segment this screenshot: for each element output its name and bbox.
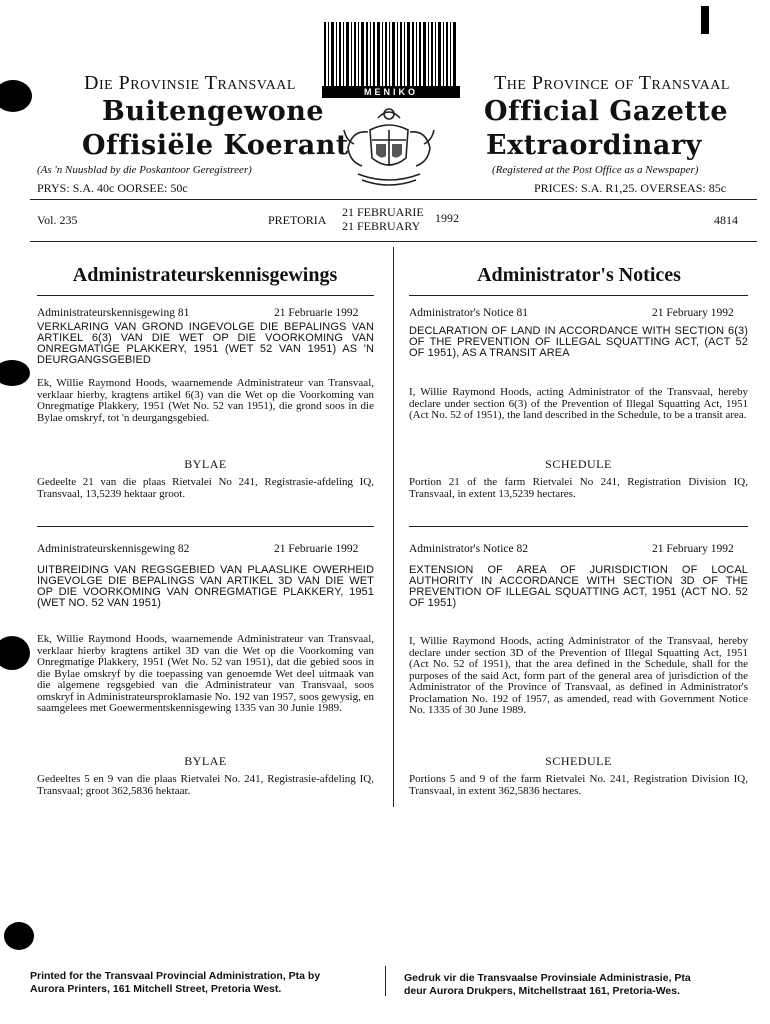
notice-82-en-date: 21 February 1992 (652, 543, 734, 555)
notice-81-af-date: 21 Februarie 1992 (274, 307, 359, 319)
punch-hole-top (0, 80, 32, 112)
date-english: 21 FEBRUARY (342, 219, 421, 233)
place-of-publication: PRETORIA (268, 213, 327, 227)
coat-of-arms-icon (340, 100, 438, 190)
notice-81-en-body: I, Willie Raymond Hoods, acting Administrator of the Transvaal, hereby declare under section 6(3) of the Prevention of Illegal Squatting Act, 1951 (Act No. 52 of 1951), the land described in the Schedule, to be a transit area. (409, 386, 748, 421)
notice-81-en-schedule-label: SCHEDULE (545, 457, 612, 471)
province-title-english: The Province of Transvaal (494, 72, 730, 94)
column-title-english: Administrator's Notices (477, 264, 681, 286)
column-title-afrikaans: Administrateurskennisgewings (72, 264, 338, 286)
footer-divider (385, 966, 386, 996)
meta-rule (30, 241, 757, 242)
notice-81-af-number: Administrateurskennisgewing 81 (37, 307, 190, 319)
registration-note-english: (Registered at the Post Office as a Newspaper) (492, 164, 699, 176)
barcode (322, 22, 460, 100)
date-afrikaans: 21 FEBRUARIE (342, 205, 424, 219)
printer-imprint-english-line1: Printed for the Transvaal Provincial Administration, Pta by (30, 970, 321, 982)
notice-82-af-title: UITBREIDING VAN REGSGEBIED VAN PLAASLIKE OWERHEID INGEVOLGE DIE BEPALINGS VAN ARTIKEL 3D VAN DIE WET OP DIE VOORKOMING VAN ONREGMATIGE PLAKKERY, 1951 (WET NO. 52 VAN 1951) (37, 564, 374, 609)
notice-82-en-schedule: Portions 5 and 9 of the farm Rietvalei No. 241, Registration Division IQ, Transvaal, in extent 362,5836 hectares. (409, 773, 748, 797)
notice-81-en-schedule: Portion 21 of the farm Rietvalei No 241, Registration Division IQ, Transvaal, in extent 13,5239 hectares. (409, 476, 748, 500)
printer-imprint-english (30, 970, 380, 996)
column-divider (393, 247, 394, 807)
barcode-label: MENIKO (364, 87, 418, 97)
year: 1992 (435, 211, 459, 225)
gazette-title-english-line1: Official Gazette (484, 96, 729, 127)
gazette-title-english-line2: Extraordinary (486, 130, 702, 161)
notice-81-af-schedule: Gedeelte 21 van die plaas Rietvalei No 241, Registrasie-afdeling IQ, Transvaal, 13,5239 hektaar groot. (37, 476, 374, 500)
notice-81-af-schedule-label: BYLAE (184, 457, 227, 471)
gazette-number: 4814 (714, 213, 738, 227)
notice-82-en-body: I, Willie Raymond Hoods, acting Administrator of the Transvaal, hereby declare under section 3D of the Prevention of Illegal Squatting Act, 1951 (Act No. 52 of 1951), that the area defined in the Schedule, shall for the purposes of the said Act, form part of the general area of jurisdiction of the Administrator of the Province of Transvaal, as defined in Administrator's Proclamation No. 192 of 1957, as amended, read with Government Notice No. 1335 of 30 June 1989. (409, 635, 748, 716)
punch-hole-lower (0, 636, 30, 670)
prices-english: PRICES: S.A. R1,25. OVERSEAS: 85c (534, 181, 727, 195)
notice-81-en-number: Administrator's Notice 81 (409, 307, 528, 319)
punch-hole-bottom (4, 922, 34, 950)
notice-82-af-schedule: Gedeeltes 5 en 9 van die plaas Rietvalei No. 241, Registrasie-afdeling IQ, Transvaal; groot 362,5836 hektaar. (37, 773, 374, 797)
notice-81-af-body: Ek, Willie Raymond Hoods, waarnemende Administrateur van Transvaal, verklaar hierby, kragtens artikel 6(3) van die Wet op die Voorkoming van Onregmatige Plakkery, 1951 (Wet No. 52 van 1951), die grond soos in die Bylae omskryf, tot 'n deurgangsgebied. (37, 377, 374, 424)
punch-hole-middle (0, 360, 30, 386)
printer-imprint-afrikaans-line2: deur Aurora Drukpers, Mitchellstraat 161, Pretoria-Wes. (404, 985, 681, 997)
registration-note-afrikaans: (As 'n Nuusblad by die Poskantoor Geregistreer) (37, 164, 252, 176)
notice-82-af-schedule-label: BYLAE (184, 754, 227, 768)
notice-82-af-body: Ek, Willie Raymond Hoods, waarnemende Administrateur van Transvaal, verklaar hierby kragtens artikel 3D van die Wet op die Voorkoming van Onregmatige Plakkery, 1951 (Wet No. 52 van 1951), dat die gebied soos in die Bylae omskryf by die toepassing van genoemde Wet deel uitmaak van die algemene regsgebied van die Administrateur van Transvaal, soos omskryf in Administrateursproklamasie No. 192 van 1957, soos gewysig, en saamgelees met Goewermentskennisgewing 1335 van 30 Junie 1989. (37, 633, 374, 714)
printer-imprint-afrikaans (404, 972, 754, 998)
notice-82-en-title: EXTENSION OF AREA OF JURISDICTION OF LOCAL AUTHORITY IN ACCORDANCE WITH SECTION 3D OF THE PREVENTION OF ILLEGAL SQUATTING ACT, 1951 (ACT NO. 52 OF 1951) (409, 564, 748, 609)
prices-afrikaans: PRYS: S.A. 40c OORSEE: 50c (37, 181, 188, 195)
notice-81-en-date: 21 February 1992 (652, 307, 734, 319)
notice-81-af-title: VERKLARING VAN GROND INGEVOLGE DIE BEPALINGS VAN ARTIKEL 6(3) VAN DIE WET OP DIE VOORKOMING VAN ONREGMATIGE PLAKKERY, 1951 (WET 52 VAN 1951) AS 'N DEURGANGSGEBIED (37, 321, 374, 366)
printer-imprint-english-line2: Aurora Printers, 161 Mitchell Street, Pretoria West. (30, 983, 282, 995)
notice-82-en-number: Administrator's Notice 82 (409, 543, 528, 555)
column-title-rule-right (409, 295, 748, 296)
masthead-rule (30, 199, 757, 200)
volume-number: Vol. 235 (37, 213, 78, 227)
notice-rule-right (409, 526, 748, 527)
gazette-title-afrikaans-line2: Offisiële Koerant (82, 130, 349, 161)
notice-rule-left (37, 526, 374, 527)
province-title-afrikaans: Die Provinsie Transvaal (84, 72, 296, 94)
notice-82-af-number: Administrateurskennisgewing 82 (37, 543, 190, 555)
notice-82-af-date: 21 Februarie 1992 (274, 543, 359, 555)
notice-82-en-schedule-label: SCHEDULE (545, 754, 612, 768)
scan-mark-top-right (701, 6, 709, 34)
gazette-title-afrikaans-line1: Buitengewone (102, 96, 325, 127)
printer-imprint-afrikaans-line1: Gedruk vir die Transvaalse Provinsiale Administrasie, Pta (404, 972, 691, 984)
notice-81-en-title: DECLARATION OF LAND IN ACCORDANCE WITH SECTION 6(3) OF THE PREVENTION OF ILLEGAL SQUATTING ACT, (ACT 52 OF 1951), AS A TRANSIT AREA (409, 325, 748, 359)
column-title-rule-left (37, 295, 374, 296)
